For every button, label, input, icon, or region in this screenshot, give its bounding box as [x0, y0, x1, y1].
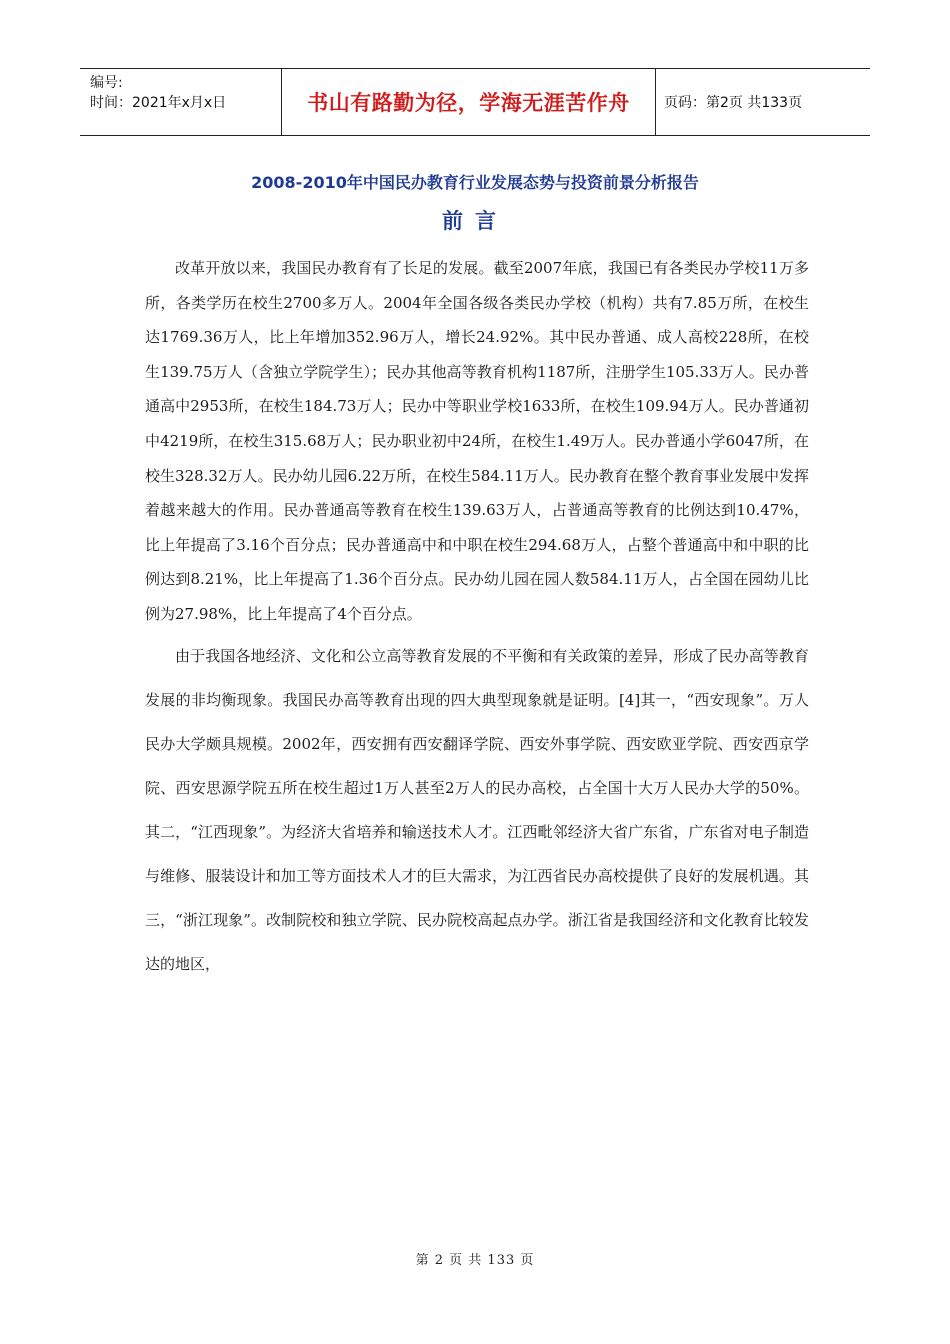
document-title: 2008-2010年中国民办教育行业发展态势与投资前景分析报告	[251, 173, 699, 192]
page-info: 页码：第2页 共133页	[664, 95, 803, 111]
body-text	[145, 251, 809, 986]
header-table	[80, 68, 870, 136]
page-footer: 第 2 页 共 133 页	[415, 1253, 535, 1268]
number-label: 编号:	[90, 75, 123, 91]
paragraph: 由于我国各地经济、文化和公立高等教育发展的不平衡和有关政策的差异，形成了民办高等教育发展的非均衡现象。我国民办高等教育出现的四大典型现象就是证明。[4]其一，“西安现象”。万人民办大学颇具规模。2002年，西安拥有西安翻译学院、西安外事学院、西安欧亚学院、西安西京学院、西安思源学院五所在校生超过1万人甚至2万人的民办高校，占全国十大万人民办大学的50%。其二，“江西现象”。为经济大省培养和输送技术人才。江西毗邻经济大省广东省，广东省对电子制造与维修、服装设计和加工等方面技术人才的巨大需求，为江西省民办高校提供了良好的发展机遇。其三，“浙江现象”。改制院校和独立学院、民办院校高起点办学。浙江省是我国经济和文化教育比较发达的地区，	[145, 646, 809, 973]
header-meta-cell	[80, 69, 282, 135]
header-motto-cell	[282, 69, 656, 135]
paragraph: 改革开放以来，我国民办教育有了长足的发展。截至2007年底，我国已有各类民办学校11万多所，各类学历在校生2700多万人。2004年全国各级各类民办学校（机构）共有7.85万所，在校生达1769.36万人，比上年增加352.96万人，增长24.92%。其中民办普通、成人高校228所，在校生139.75万人（含独立学院学生）；民办其他高等教育机构1187所，注册学生105.33万人。民办普通高中2953所，在校生184.73万人；民办中等职业学校1633所，在校生109.94万人。民办普通初中4219所，在校生315.68万人；民办职业初中24所，在校生1.49万人。民办普通小学6047所，在校生328.32万人。民办幼儿园6.22万所，在校生584.11万人。民办教育在整个教育事业发展中发挥着越来越大的作用。民办普通高等教育在校生139.63万人，占普通高等教育的比例达到10.47%，比上年提高了3.16个百分点；民办普通高中和中职在校生294.68万人，占整个普通高中和中职的比例达到8.21%，比上年提高了1.36个百分点。民办幼儿园在园人数584.11万人，占全国在园幼儿比例为27.98%，比上年提高了4个百分点。	[145, 259, 809, 623]
header-page-cell	[656, 69, 870, 135]
motto-text: 书山有路勤为径，学海无涯苦作舟	[307, 91, 630, 115]
section-heading: 前言	[442, 209, 508, 233]
time-label: 时间：2021年x月x日	[90, 95, 227, 111]
